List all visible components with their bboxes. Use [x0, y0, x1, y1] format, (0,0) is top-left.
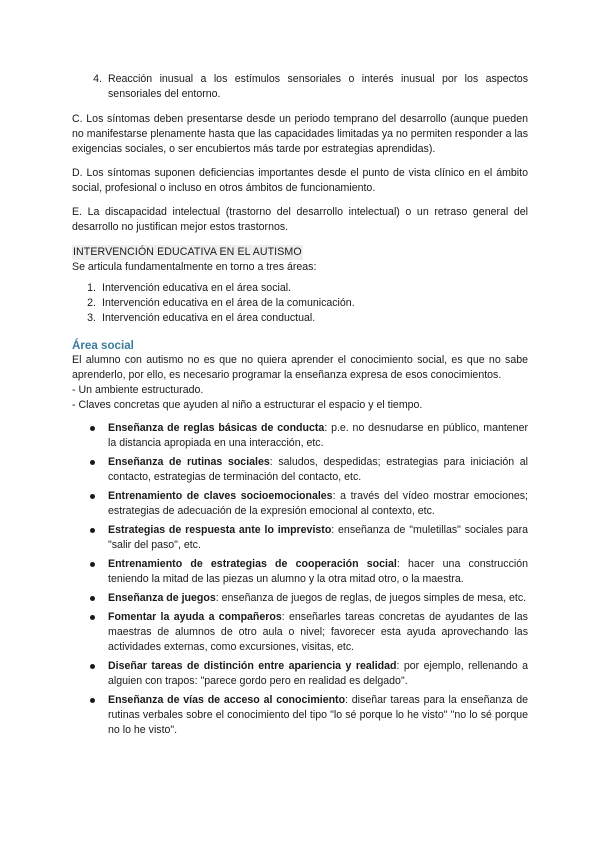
list-item	[72, 296, 528, 311]
item-title: Estrategias de respuesta ante lo imprevisto	[108, 524, 332, 536]
social-intro: El alumno con autismo no es que no quiera aprender el conocimiento social, es que no sabe aprenderlo, por ello, es necesario programar la enseñanza expresa de esos conocimientos.	[72, 354, 528, 381]
list-item	[72, 659, 528, 689]
list-item	[72, 421, 528, 451]
item-title: Enseñanza de reglas básicas de conducta	[108, 422, 325, 434]
item-title: Entrenamiento de claves socioemocionales	[108, 490, 333, 502]
bullet-icon	[72, 523, 108, 553]
intervention-section	[72, 245, 528, 326]
bullet-icon	[72, 610, 108, 655]
bullet-icon	[72, 659, 108, 689]
item-text: : p.e. no desnudarse en público, mantener la distancia apropiada en una interacción, etc.	[108, 422, 528, 449]
bullet-icon	[72, 489, 108, 519]
item-text: : diseñar tareas para la enseñanza de rutinas verbales sobre el conocimiento del tipo "lo sé porque lo he visto" "no lo sé porque no lo he visto".	[108, 694, 528, 736]
item-text: : enseñanza de juegos de reglas, de juegos simples de mesa, etc.	[215, 592, 527, 604]
strategies-list	[72, 421, 528, 738]
item-text: : enseñarles tareas concretas de ayudantes de las maestras de alumnos de otro aula o nivel; favorecer esta ayuda aprovechando las actividades externas, como excursiones, visitas, etc.	[108, 611, 528, 653]
list-item	[72, 311, 528, 326]
item-title: Enseñanza de juegos	[108, 592, 216, 604]
item-text: : enseñanza de "muletillas" sociales para "salir del paso", etc.	[108, 524, 528, 551]
list-number: 4.	[93, 73, 102, 85]
list-item	[72, 523, 528, 553]
item-text: : hacer una construcción teniendo la mitad de las piezas un alumno y la otra mitad otro, o la maestra.	[108, 558, 528, 585]
item-text: : saludos, despedidas; estrategias para iniciación al contacto, estrategias de terminación del contacto, etc.	[108, 456, 528, 483]
list-item	[72, 489, 528, 519]
list-number: 1.	[87, 282, 96, 294]
paragraph-d: D. Los síntomas suponen deficiencias importantes desde el punto de vista clínico en el ámbito social, profesional o incluso en otros ámbitos de funcionamiento.	[72, 167, 528, 194]
section-heading: INTERVENCIÓN EDUCATIVA EN EL AUTISMO	[73, 246, 302, 258]
item-title: Diseñar tareas de distinción entre apariencia y realidad	[108, 660, 397, 672]
section-title: Área social	[72, 339, 134, 352]
item-title: Fomentar la ayuda a compañeros	[108, 611, 282, 623]
item-title: Enseñanza de vías de acceso al conocimiento	[108, 694, 346, 706]
bullet-icon	[72, 693, 108, 738]
criteria-list	[72, 72, 528, 102]
item-title: Entrenamiento de estrategias de cooperación social	[108, 558, 397, 570]
list-text: Intervención educativa en el área social.	[102, 282, 292, 294]
list-item	[72, 72, 528, 102]
bullet-icon	[72, 591, 108, 606]
list-item	[72, 591, 528, 606]
list-item	[72, 610, 528, 655]
areas-list	[72, 281, 528, 326]
bullet-icon	[72, 421, 108, 451]
document-page	[72, 72, 528, 742]
list-number: 3.	[87, 312, 96, 324]
paragraph-e: E. La discapacidad intelectual (trastorno del desarrollo intelectual) o un retraso general del desarrollo no justifican mejor estos trastornos.	[72, 206, 528, 233]
item-title: Enseñanza de rutinas sociales	[108, 456, 270, 468]
list-text: Intervención educativa en el área conductual.	[102, 312, 316, 324]
social-line: - Un ambiente estructurado.	[72, 384, 204, 396]
list-item	[72, 557, 528, 587]
list-item	[72, 455, 528, 485]
list-text: Reacción inusual a los estímulos sensoriales o interés inusual por los aspectos sensoriales del entorno.	[108, 73, 528, 100]
list-item	[72, 281, 528, 296]
bullet-icon	[72, 557, 108, 587]
paragraph-c: C. Los síntomas deben presentarse desde un periodo temprano del desarrollo (aunque pueden no manifestarse plenamente hasta que las capacidades limitadas ya no permiten responder a las exigencias sociales, o ser encubiertos más tarde por estrategias aprendidas).	[72, 113, 528, 155]
item-text: : por ejemplo, rellenando a alguien con trapos: "parece gordo pero en realidad es delgado".	[108, 660, 528, 687]
bullet-icon	[72, 455, 108, 485]
intervention-intro: Se articula fundamentalmente en torno a tres áreas:	[72, 261, 317, 273]
item-text: : a través del vídeo mostrar emociones; estrategias de adecuación de la expresión emocional al contexto, etc.	[108, 490, 528, 517]
social-section	[72, 338, 528, 738]
list-item	[72, 693, 528, 738]
social-line: - Claves concretas que ayuden al niño a estructurar el espacio y el tiempo.	[72, 399, 423, 411]
list-text: Intervención educativa en el área de la comunicación.	[102, 297, 355, 309]
list-number: 2.	[87, 297, 96, 309]
